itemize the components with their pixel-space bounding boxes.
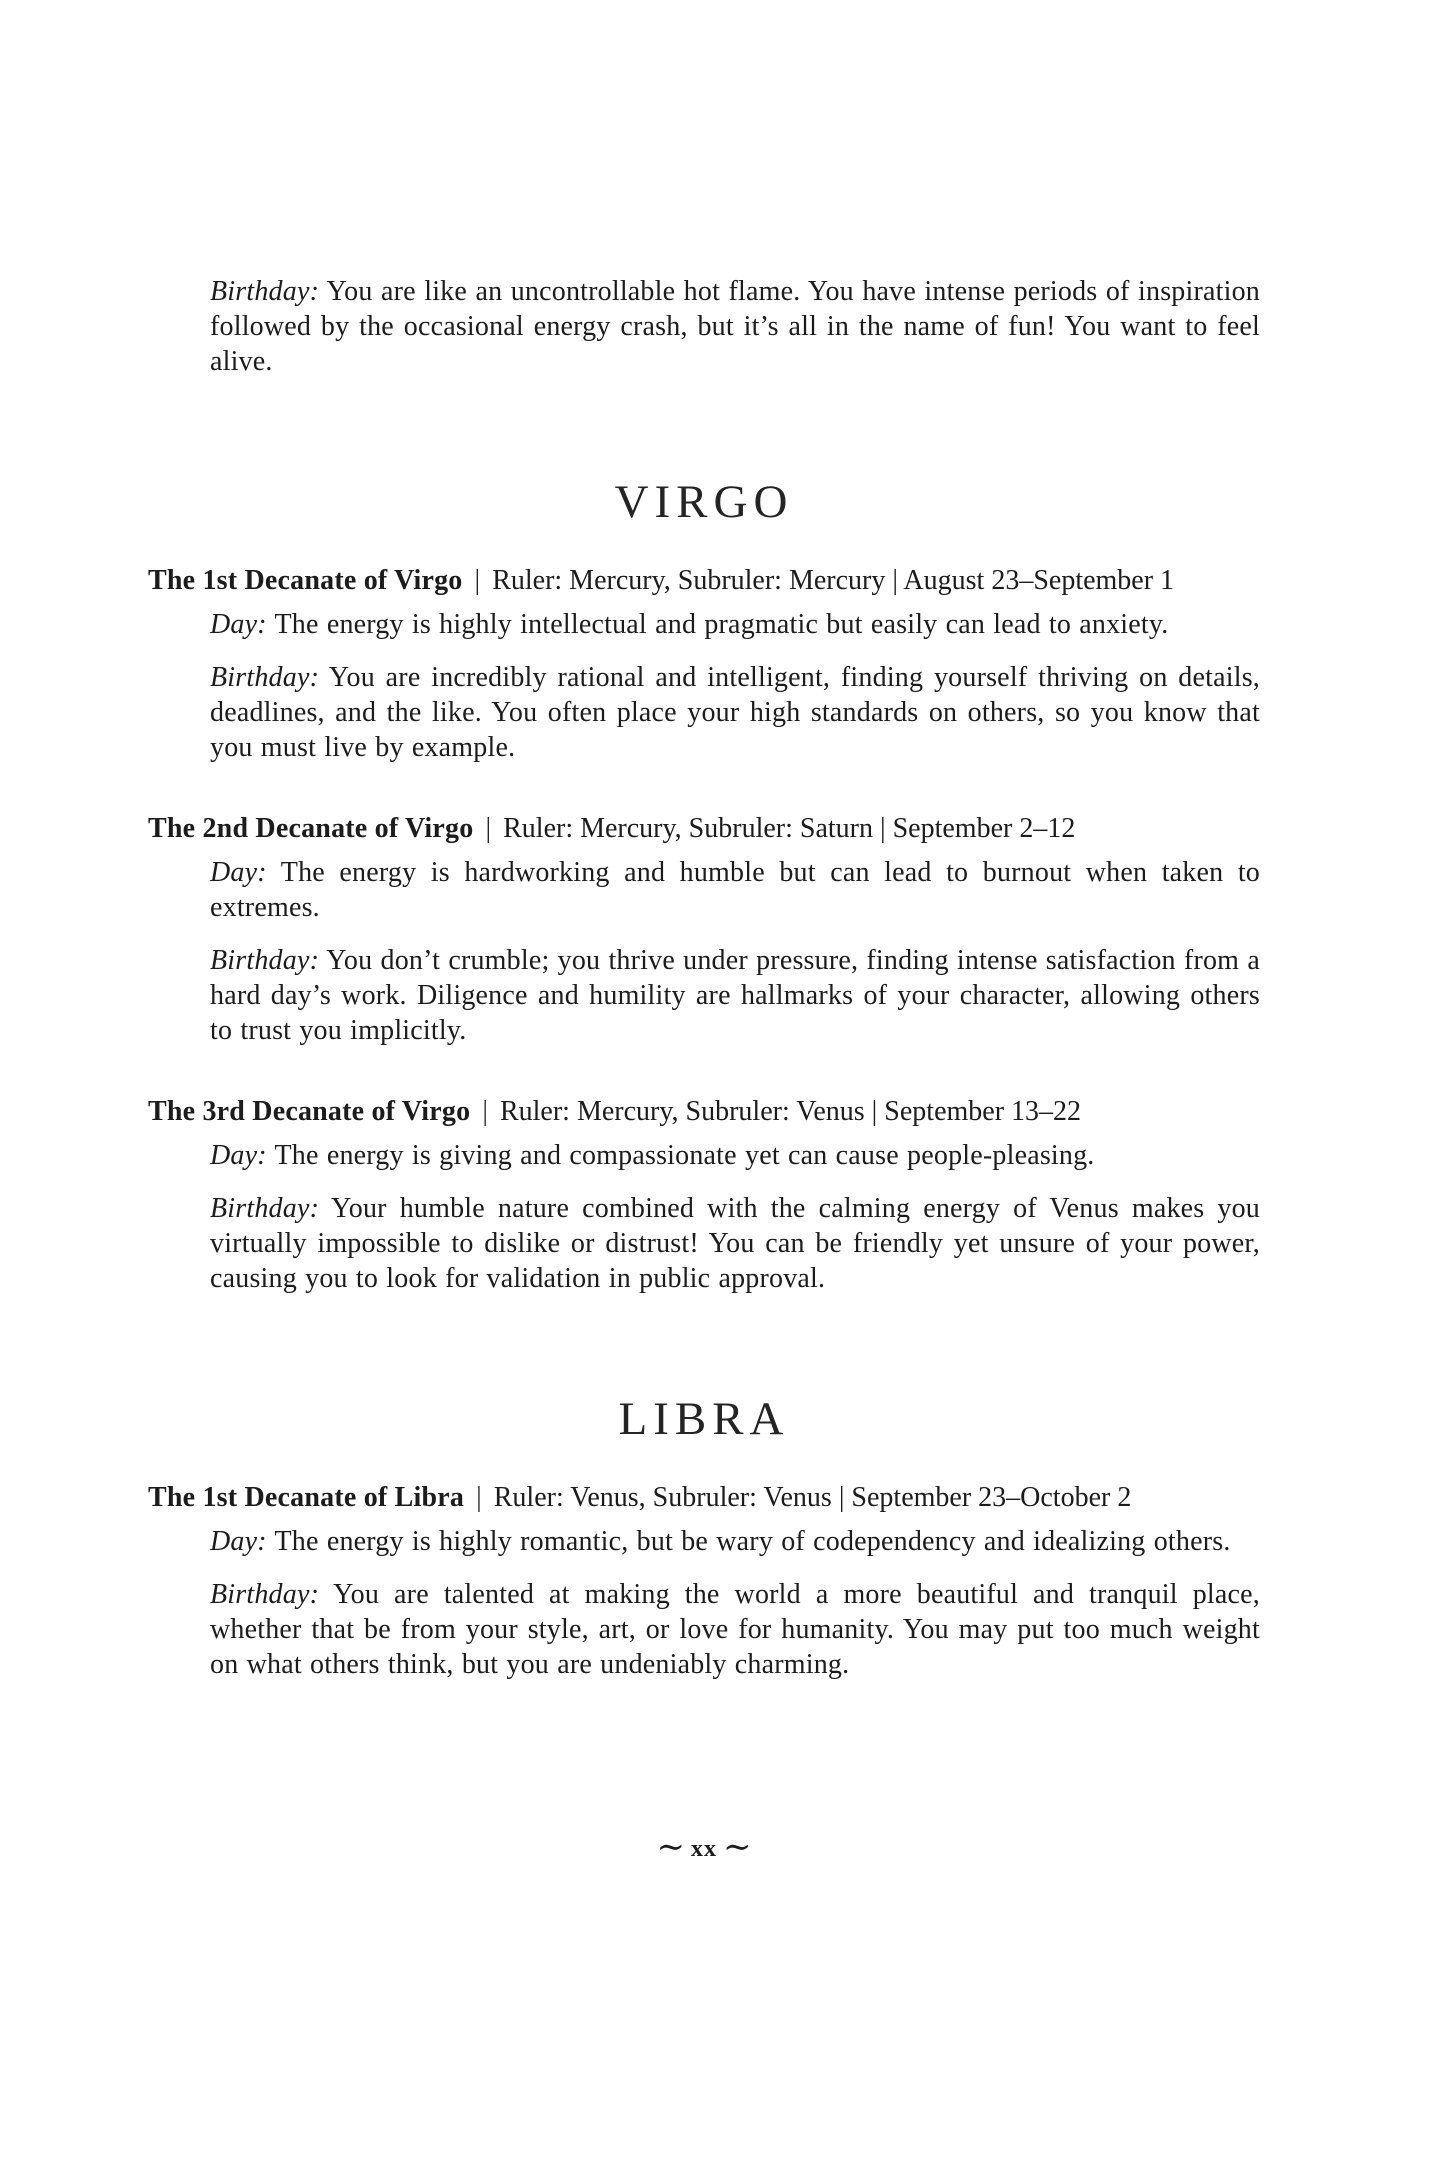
page-number [148,1830,1260,1867]
intro-text: You are like an uncontrollable hot flame. You have intense periods of inspiration followed by the occasional energy crash, but it’s all in the name of fun! You want to feel alive. [210,276,1260,377]
folio-tilde-right: ∼ [723,1829,752,1866]
birthday-label: Birthday: [210,1193,320,1224]
day-paragraph-virgo-3 [210,1138,1260,1173]
decanate-title: The 1st Decanate of Virgo [148,565,463,596]
birthday-label: Birthday: [210,1579,320,1610]
birthday-paragraph-virgo-1 [210,660,1260,765]
folio-number: xx [691,1836,717,1862]
decanate-meta: Ruler: Mercury, Subruler: Venus | September 13–22 [499,1096,1082,1127]
decanate-heading-virgo-2 [148,811,1260,846]
day-text: The energy is highly intellectual and pragmatic but easily can lead to anxiety. [274,609,1169,640]
day-label: Day: [210,1526,267,1557]
day-text: The energy is highly romantic, but be wary of codependency and idealizing others. [274,1526,1231,1557]
birthday-text: Your humble nature combined with the calming energy of Venus makes you virtually impossible to dislike or distrust! You can be friendly yet unsure of your power, causing you to look for validation in public approval. [210,1193,1260,1294]
day-label: Day: [210,609,267,640]
day-label: Day: [210,857,267,888]
day-text: The energy is giving and compassionate yet can cause people-pleasing. [274,1140,1095,1171]
separator-bar: | [485,813,492,844]
folio-tilde-left: ∼ [656,1829,685,1866]
birthday-label: Birthday: [210,662,320,693]
separator-bar: | [474,565,481,596]
decanate-title: The 3rd Decanate of Virgo [148,1096,471,1127]
sign-heading-libra: LIBRA [618,1393,790,1445]
decanate-heading-virgo-3 [148,1094,1260,1129]
decanate-title: The 2nd Decanate of Virgo [148,813,474,844]
decanate-meta: Ruler: Venus, Subruler: Venus | September 23–October 2 [493,1482,1132,1513]
birthday-label: Birthday: [210,945,320,976]
intro-birthday-paragraph [210,274,1260,379]
day-paragraph-virgo-1 [210,607,1260,642]
birthday-text: You are talented at making the world a more beautiful and tranquil place, whether that be from your style, art, or love for humanity. You may put too much weight on what others think, but you are undeniably charming. [210,1579,1260,1680]
decanate-title: The 1st Decanate of Libra [148,1482,465,1513]
decanate-meta: Ruler: Mercury, Subruler: Saturn | September 2–12 [503,813,1076,844]
birthday-paragraph-virgo-2 [210,943,1260,1048]
birthday-text: You don’t crumble; you thrive under pressure, finding intense satisfaction from a hard day’s work. Diligence and humility are hallmarks of your character, allowing others to trust you implicitly. [210,945,1260,1046]
birthday-text: You are incredibly rational and intelligent, finding yourself thriving on details, deadlines, and the like. You often place your high standards on others, so you know that you must live by example. [210,662,1260,763]
day-paragraph-virgo-2 [210,855,1260,925]
birthday-paragraph-libra-1 [210,1577,1260,1682]
birthday-paragraph-virgo-3 [210,1191,1260,1296]
decanate-heading-virgo-1 [148,563,1260,598]
sign-heading-virgo: VIRGO [614,476,794,528]
separator-bar: | [482,1096,488,1127]
decanate-heading-libra-1 [148,1480,1260,1515]
decanate-meta: Ruler: Mercury, Subruler: Mercury | August 23–September 1 [492,565,1175,596]
day-label: Day: [210,1140,267,1171]
birthday-label: Birthday: [210,276,320,307]
separator-bar: | [476,1482,482,1513]
day-text: The energy is hardworking and humble but can lead to burnout when taken to extremes. [210,857,1260,923]
day-paragraph-libra-1 [210,1524,1260,1559]
